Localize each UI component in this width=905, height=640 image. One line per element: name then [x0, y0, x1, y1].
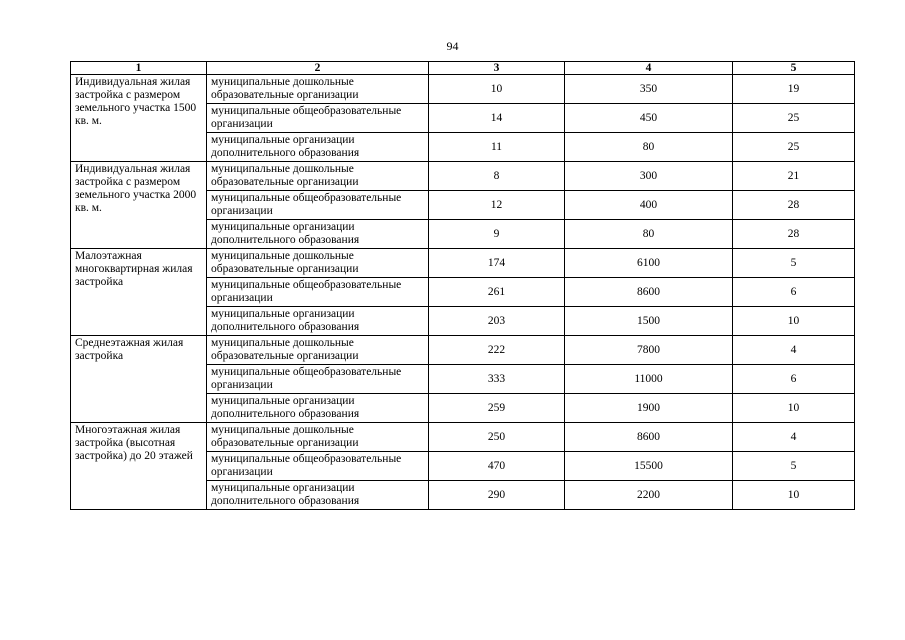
- value-cell-col3: 11: [429, 133, 565, 162]
- value-cell-col4: 1900: [565, 394, 733, 423]
- org-cell: муниципальные дошкольные образовательные организации: [207, 75, 429, 104]
- value-cell-col4: 2200: [565, 481, 733, 510]
- value-cell-col4: 11000: [565, 365, 733, 394]
- value-cell-col5: 28: [733, 220, 855, 249]
- value-cell-col5: 4: [733, 336, 855, 365]
- value-cell-col5: 6: [733, 278, 855, 307]
- value-cell-col4: 350: [565, 75, 733, 104]
- value-cell-col4: 7800: [565, 336, 733, 365]
- column-header-2: 2: [207, 62, 429, 75]
- value-cell-col4: 15500: [565, 452, 733, 481]
- org-cell: муниципальные дошкольные образовательные организации: [207, 162, 429, 191]
- value-cell-col4: 80: [565, 133, 733, 162]
- value-cell-col3: 9: [429, 220, 565, 249]
- org-cell: муниципальные организации дополнительного образования: [207, 220, 429, 249]
- org-cell: муниципальные дошкольные образовательные организации: [207, 249, 429, 278]
- value-cell-col5: 10: [733, 481, 855, 510]
- org-cell: муниципальные общеобразовательные организации: [207, 191, 429, 220]
- value-cell-col5: 10: [733, 394, 855, 423]
- data-table: [70, 61, 855, 510]
- org-cell: муниципальные общеобразовательные организации: [207, 104, 429, 133]
- org-cell: муниципальные дошкольные образовательные организации: [207, 336, 429, 365]
- value-cell-col4: 80: [565, 220, 733, 249]
- column-header-1: 1: [71, 62, 207, 75]
- zone-cell: Малоэтажная многоквартирная жилая застройка: [71, 249, 207, 336]
- value-cell-col3: 222: [429, 336, 565, 365]
- zone-cell: Индивидуальная жилая застройка с размером земельного участка 2000 кв. м.: [71, 162, 207, 249]
- value-cell-col4: 8600: [565, 278, 733, 307]
- org-cell: муниципальные организации дополнительного образования: [207, 394, 429, 423]
- value-cell-col3: 470: [429, 452, 565, 481]
- value-cell-col5: 21: [733, 162, 855, 191]
- value-cell-col5: 25: [733, 133, 855, 162]
- org-cell: муниципальные общеобразовательные организации: [207, 278, 429, 307]
- value-cell-col3: 290: [429, 481, 565, 510]
- value-cell-col4: 8600: [565, 423, 733, 452]
- zone-cell: Многоэтажная жилая застройка (высотная застройка) до 20 этажей: [71, 423, 207, 510]
- org-cell: муниципальные организации дополнительного образования: [207, 307, 429, 336]
- org-cell: муниципальные организации дополнительного образования: [207, 481, 429, 510]
- table-row: [71, 249, 855, 278]
- zone-cell: Индивидуальная жилая застройка с размером земельного участка 1500 кв. м.: [71, 75, 207, 162]
- value-cell-col3: 174: [429, 249, 565, 278]
- value-cell-col5: 6: [733, 365, 855, 394]
- table-row: [71, 336, 855, 365]
- table-row: [71, 423, 855, 452]
- value-cell-col5: 5: [733, 452, 855, 481]
- value-cell-col3: 10: [429, 75, 565, 104]
- value-cell-col5: 5: [733, 249, 855, 278]
- value-cell-col5: 10: [733, 307, 855, 336]
- org-cell: муниципальные дошкольные образовательные организации: [207, 423, 429, 452]
- value-cell-col3: 259: [429, 394, 565, 423]
- value-cell-col3: 12: [429, 191, 565, 220]
- org-cell: муниципальные общеобразовательные организации: [207, 452, 429, 481]
- value-cell-col3: 8: [429, 162, 565, 191]
- column-header-3: 3: [429, 62, 565, 75]
- page-number: 94: [446, 39, 459, 53]
- value-cell-col3: 333: [429, 365, 565, 394]
- value-cell-col3: 203: [429, 307, 565, 336]
- value-cell-col4: 300: [565, 162, 733, 191]
- org-cell: муниципальные организации дополнительного образования: [207, 133, 429, 162]
- zone-cell: Среднеэтажная жилая застройка: [71, 336, 207, 423]
- header-row: [71, 62, 855, 75]
- value-cell-col4: 6100: [565, 249, 733, 278]
- value-cell-col5: 28: [733, 191, 855, 220]
- value-cell-col5: 19: [733, 75, 855, 104]
- value-cell-col3: 250: [429, 423, 565, 452]
- table-row: [71, 162, 855, 191]
- value-cell-col5: 4: [733, 423, 855, 452]
- column-header-5: 5: [733, 62, 855, 75]
- value-cell-col3: 261: [429, 278, 565, 307]
- column-header-4: 4: [565, 62, 733, 75]
- org-cell: муниципальные общеобразовательные организации: [207, 365, 429, 394]
- value-cell-col4: 1500: [565, 307, 733, 336]
- table-row: [71, 75, 855, 104]
- value-cell-col4: 450: [565, 104, 733, 133]
- value-cell-col4: 400: [565, 191, 733, 220]
- value-cell-col5: 25: [733, 104, 855, 133]
- value-cell-col3: 14: [429, 104, 565, 133]
